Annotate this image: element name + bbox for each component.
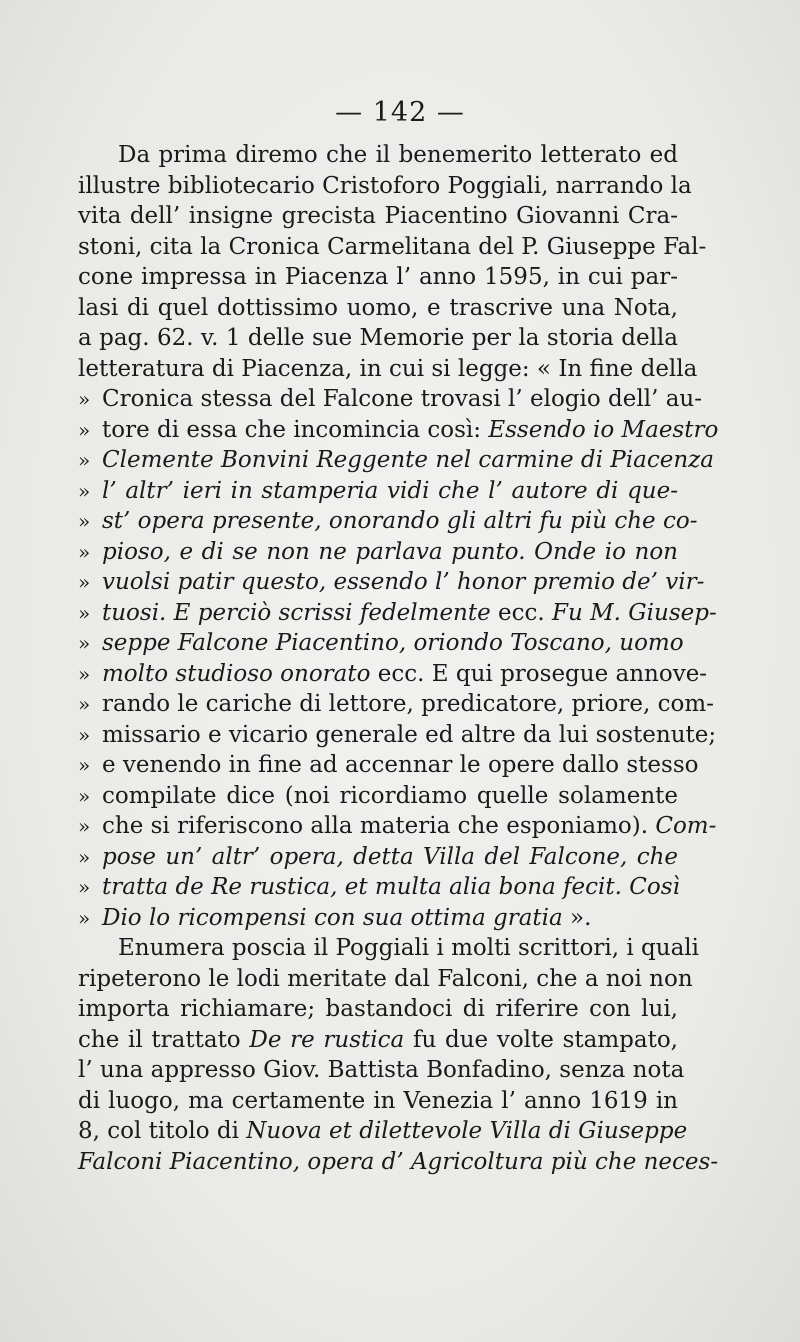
italic-text: l’ altr’ ieri in stamperia vidi che l’ autore di que-	[102, 477, 678, 504]
text-line	[78, 811, 717, 842]
italic-text: De re rustica	[249, 1026, 405, 1053]
text-line	[78, 354, 698, 385]
text-line	[78, 1147, 719, 1178]
text-line	[78, 598, 717, 629]
text-segment: rando le cariche di lettore, predicatore, priore, com-	[102, 691, 714, 717]
text-segment: compilate dice (noi ricordiamo quelle solamente	[102, 782, 678, 809]
text-segment: lasi di quel dottissimo uomo, e trascrive una Nota,	[78, 294, 678, 321]
page-number: — 142 —	[335, 97, 465, 128]
italic-text: molto studioso onorato	[102, 660, 378, 687]
text-segment: ».	[562, 904, 592, 931]
text-line	[78, 476, 678, 507]
text-segment: vita dell’ insigne grecista Piacentino Giovanni Cra-	[78, 203, 678, 229]
text-line	[78, 933, 699, 964]
text-segment: cone impressa in Piacenza l’ anno 1595, in cui par-	[78, 264, 678, 290]
text-segment: 8, col titolo di	[78, 1118, 247, 1144]
text-segment: stoni, cita la Cronica Carmelitana del P. Giuseppe Fal-	[78, 233, 707, 260]
text-segment: tore di essa che incomincia così:	[102, 416, 489, 443]
text-line	[78, 994, 678, 1025]
quote-continuation-mark: »	[78, 661, 91, 686]
quote-continuation-mark: »	[78, 417, 91, 442]
text-segment: fu due volte stampato,	[404, 1026, 678, 1053]
text-line	[78, 1116, 688, 1147]
italic-text: tratta de Re rustica, et multa alia bona fecit. Così	[102, 874, 680, 900]
quote-continuation-mark: »	[78, 692, 91, 716]
text-segment: e venendo in fine ad accennar le opere dallo stesso	[102, 752, 699, 778]
text-line	[78, 1025, 678, 1056]
text-line	[78, 384, 702, 415]
text-segment: letteratura di Piacenza, in cui si legge: « In fine della	[78, 355, 698, 382]
italic-text: Com-	[655, 813, 717, 839]
text-segment: di luogo, ma certamente in Venezia l’ anno 1619 in	[78, 1087, 678, 1114]
text-line	[78, 201, 678, 232]
italic-text: pioso, e di se non ne parlava punto. Onde io non	[102, 538, 678, 565]
text-line	[78, 293, 678, 324]
quote-continuation-mark: »	[78, 722, 91, 747]
italic-text: tuosi. E perciò scrissi fedelmente	[102, 599, 499, 626]
quote-continuation-mark: »	[78, 814, 91, 838]
text-line	[78, 445, 714, 476]
text-line	[78, 567, 705, 598]
quote-continuation-mark: »	[78, 570, 91, 594]
text-line	[78, 659, 708, 690]
text-segment: importa richiamare; bastandoci di riferire con lui,	[78, 996, 678, 1022]
text-segment: ecc. E qui prosegue annove-	[377, 660, 708, 687]
text-line	[78, 171, 692, 202]
quote-continuation-mark: »	[78, 478, 91, 503]
text-line	[78, 842, 678, 873]
text-line	[78, 689, 714, 720]
quote-continuation-mark: »	[78, 448, 91, 472]
italic-text: Clemente Bonvini Reggente nel carmine di Piacenza	[102, 447, 714, 473]
body-text	[78, 140, 719, 1177]
text-line	[78, 415, 719, 446]
text-line	[78, 262, 678, 293]
text-line	[78, 750, 699, 781]
text-segment: missario e vicario generale ed altre da lui sostenute;	[102, 721, 717, 748]
text-line	[78, 781, 678, 812]
quote-continuation-mark: »	[78, 539, 91, 564]
text-segment: Da prima diremo che il benemerito letterato ed	[118, 142, 678, 168]
text-segment: a pag. 62. v. 1 delle sue Memorie per la storia della	[78, 325, 678, 351]
italic-text: Dio lo ricompensi con sua ottima gratia	[102, 904, 563, 931]
text-segment: ripeterono le lodi meritate dal Falconi, che a noi non	[78, 965, 693, 992]
text-line	[78, 506, 698, 537]
italic-text: st’ opera presente, onorando gli altri fu più che co-	[102, 508, 698, 534]
italic-text: Fu M. Giusep-	[552, 599, 717, 626]
text-segment: Cronica stessa del Falcone trovasi l’ elogio dell’ au-	[102, 386, 702, 412]
text-line	[78, 628, 684, 659]
quote-continuation-mark: »	[78, 844, 91, 869]
italic-text: Nuova et dilettevole Villa di Giuseppe	[246, 1118, 688, 1144]
quote-continuation-mark: »	[78, 600, 91, 625]
italic-text: Essendo io Maestro	[488, 416, 719, 443]
quote-continuation-mark: »	[78, 387, 91, 411]
italic-text: vuolsi patir questo, essendo l’ honor premio de’ vir-	[102, 569, 705, 595]
italic-text: pose un’ altr’ opera, detta Villa del Falcone, che	[102, 843, 678, 870]
italic-text: seppe Falcone Piacentino, oriondo Toscano, uomo	[102, 630, 684, 656]
quote-continuation-mark: »	[78, 631, 91, 655]
text-line	[78, 720, 717, 751]
text-line	[78, 1086, 678, 1117]
text-line	[78, 537, 678, 568]
text-line	[78, 903, 678, 934]
quote-continuation-mark: »	[78, 905, 91, 930]
text-line	[78, 232, 707, 263]
text-segment: che il trattato	[78, 1026, 250, 1053]
text-segment: illustre bibliotecario Cristoforo Poggiali, narrando la	[78, 172, 692, 199]
text-line	[78, 964, 693, 995]
text-segment: che si riferiscono alla materia che esponiamo).	[102, 813, 656, 839]
quote-continuation-mark: »	[78, 875, 91, 899]
text-segment: Enumera poscia il Poggiali i molti scrittori, i quali	[118, 935, 699, 961]
text-line	[78, 140, 678, 171]
text-segment: ecc.	[498, 599, 553, 626]
italic-text: Falconi Piacentino, opera d’ Agricoltura più che neces-	[78, 1148, 719, 1175]
quote-continuation-mark: »	[78, 783, 91, 808]
text-segment: l’ una appresso Giov. Battista Bonfadino, senza nota	[78, 1057, 685, 1083]
quote-continuation-mark: »	[78, 509, 91, 533]
text-line	[78, 1055, 685, 1086]
text-line	[78, 323, 678, 354]
quote-continuation-mark: »	[78, 753, 91, 777]
text-line	[78, 872, 678, 903]
